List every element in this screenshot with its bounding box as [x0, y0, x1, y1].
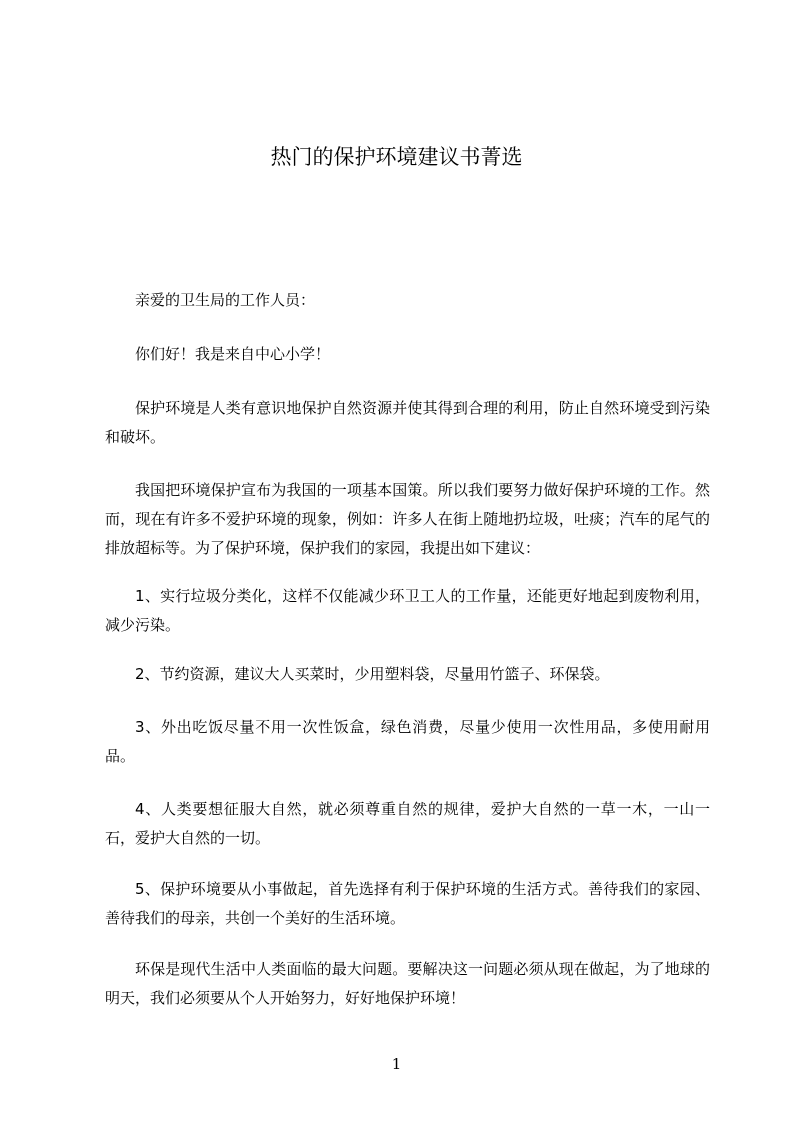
paragraph-national-policy: 我国把环境保护宣布为我国的一项基本国策。所以我们要努力做好保护环境的工作。然而，现在有许多不爱护环境的现象，例如：许多人在街上随地扔垃圾，吐痰；汽车的尾气的排放超标等。为了保护环境，保护我们的家园，我提出如下建议：: [105, 481, 710, 557]
page-number: 1: [391, 1055, 402, 1073]
salutation: 亲爱的卫生局的工作人员：: [135, 291, 316, 309]
suggestion-2: 2、节约资源，建议大人买菜时，少用塑料袋，尽量用竹篮子、环保袋。: [135, 665, 610, 683]
greeting: 你们好！我是来自中心小学！: [135, 345, 331, 363]
paragraph-definition: 保护环境是人类有意识地保护自然资源并使其得到合理的利用，防止自然环境受到污染和破坏。: [105, 399, 710, 446]
document-title: 热门的保护环境建议书菁选: [270, 145, 523, 169]
suggestion-1: 1、实行垃圾分类化，这样不仅能减少环卫工人的工作量，还能更好地起到废物利用，减少污染。: [105, 587, 710, 634]
suggestion-5: 5、保护环境要从小事做起，首先选择有利于保护环境的生活方式。善待我们的家园、善待我们的母亲，共创一个美好的生活环境。: [105, 880, 710, 927]
suggestion-3: 3、外出吃饭尽量不用一次性饭盒，绿色消费，尽量少使用一次性用品，多使用耐用品。: [105, 718, 710, 765]
paragraph-conclusion: 环保是现代生活中人类面临的最大问题。要解决这一问题必须从现在做起，为了地球的明天，我们必须要从个人开始努力，好好地保护环境！: [105, 960, 710, 1007]
suggestion-4: 4、人类要想征服大自然，就必须尊重自然的规律，爱护大自然的一草一木，一山一石，爱护大自然的一切。: [105, 800, 710, 847]
